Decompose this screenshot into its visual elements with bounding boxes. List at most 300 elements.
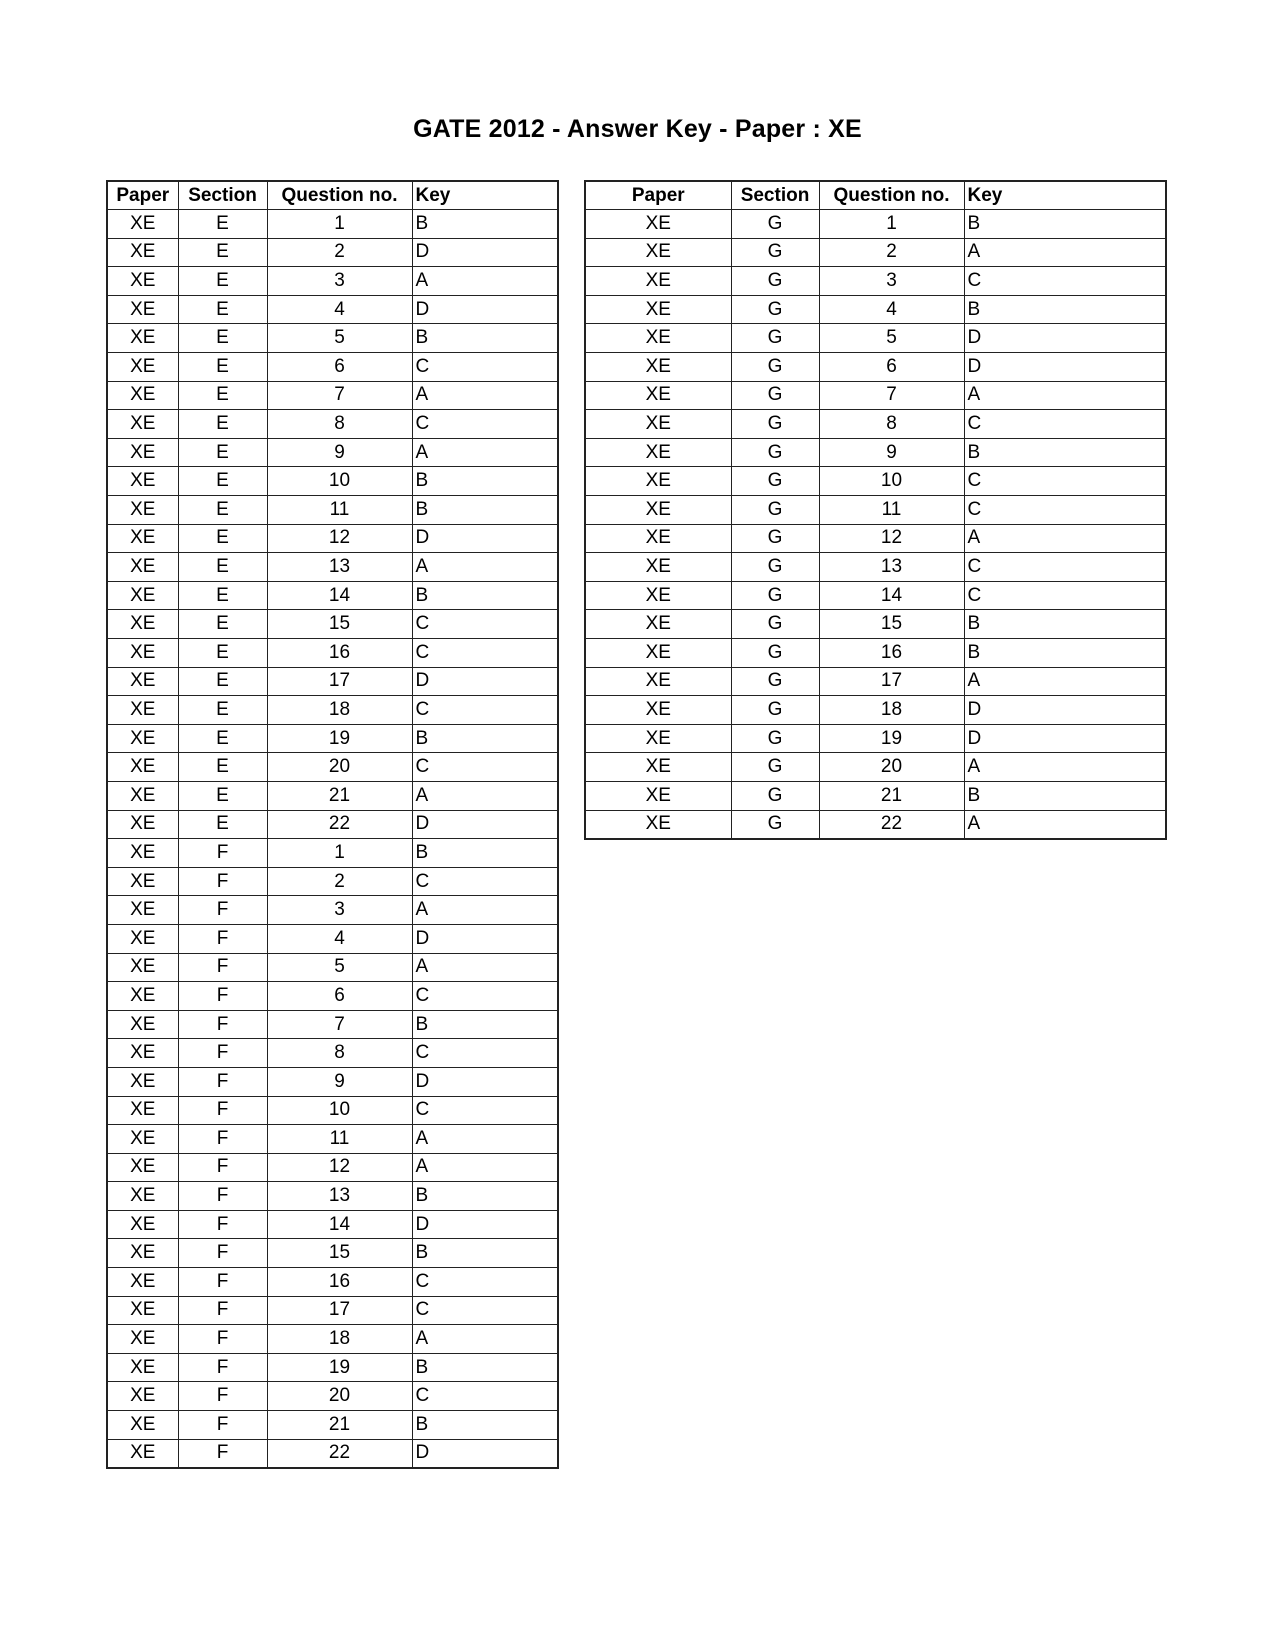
section-cell: F [178, 982, 267, 1011]
table-row [107, 1153, 558, 1182]
paper-cell: XE [107, 982, 178, 1011]
table-row [107, 1382, 558, 1411]
key-cell: A [412, 1125, 558, 1154]
question-no-cell: 13 [267, 553, 412, 582]
question-no-cell: 22 [819, 810, 964, 839]
paper-cell: XE [107, 210, 178, 239]
paper-cell: XE [107, 1067, 178, 1096]
key-cell: B [412, 1239, 558, 1268]
paper-cell: XE [585, 553, 731, 582]
paper-cell: XE [107, 467, 178, 496]
table-row [107, 438, 558, 467]
table-row [107, 1268, 558, 1297]
table-row [585, 810, 1166, 839]
table-row [107, 1210, 558, 1239]
question-no-cell: 8 [267, 1039, 412, 1068]
table-row [107, 639, 558, 668]
key-cell: A [964, 524, 1166, 553]
paper-cell: XE [107, 1182, 178, 1211]
table-row [107, 553, 558, 582]
section-cell: F [178, 1411, 267, 1440]
section-cell: G [731, 553, 819, 582]
section-cell: G [731, 238, 819, 267]
paper-cell: XE [107, 438, 178, 467]
header-question-no: Question no. [267, 181, 412, 210]
question-no-cell: 18 [819, 696, 964, 725]
question-no-cell: 1 [267, 839, 412, 868]
key-cell: C [964, 410, 1166, 439]
section-cell: F [178, 896, 267, 925]
paper-cell: XE [107, 1411, 178, 1440]
section-cell: E [178, 810, 267, 839]
key-cell: B [412, 1411, 558, 1440]
paper-cell: XE [107, 553, 178, 582]
question-no-cell: 15 [819, 610, 964, 639]
key-cell: C [964, 553, 1166, 582]
key-cell: C [412, 610, 558, 639]
key-cell: C [412, 1039, 558, 1068]
section-cell: F [178, 1325, 267, 1354]
paper-cell: XE [107, 1325, 178, 1354]
key-cell: C [412, 639, 558, 668]
question-no-cell: 2 [819, 238, 964, 267]
table-row [107, 896, 558, 925]
paper-cell: XE [107, 810, 178, 839]
paper-cell: XE [107, 867, 178, 896]
question-no-cell: 12 [267, 524, 412, 553]
key-cell: C [412, 982, 558, 1011]
question-no-cell: 14 [267, 1210, 412, 1239]
section-cell: G [731, 467, 819, 496]
table-row [107, 867, 558, 896]
question-no-cell: 21 [267, 1411, 412, 1440]
paper-cell: XE [585, 524, 731, 553]
paper-cell: XE [107, 1125, 178, 1154]
paper-cell: XE [107, 1039, 178, 1068]
key-cell: C [412, 867, 558, 896]
section-cell: F [178, 1439, 267, 1468]
paper-cell: XE [107, 295, 178, 324]
paper-cell: XE [585, 639, 731, 668]
key-cell: D [412, 1439, 558, 1468]
question-no-cell: 13 [267, 1182, 412, 1211]
paper-cell: XE [585, 753, 731, 782]
paper-cell: XE [107, 1153, 178, 1182]
key-cell: D [964, 724, 1166, 753]
header-section: Section [178, 181, 267, 210]
table-row [107, 1439, 558, 1468]
question-no-cell: 3 [267, 267, 412, 296]
key-cell: B [412, 724, 558, 753]
key-cell: B [964, 438, 1166, 467]
section-cell: E [178, 781, 267, 810]
section-cell: E [178, 353, 267, 382]
key-cell: C [964, 467, 1166, 496]
question-no-cell: 19 [819, 724, 964, 753]
paper-cell: XE [107, 781, 178, 810]
section-cell: E [178, 696, 267, 725]
section-cell: E [178, 496, 267, 525]
section-cell: E [178, 295, 267, 324]
table-row [107, 1325, 558, 1354]
question-no-cell: 22 [267, 1439, 412, 1468]
header-paper: Paper [585, 181, 731, 210]
question-no-cell: 2 [267, 238, 412, 267]
section-cell: F [178, 1096, 267, 1125]
section-cell: G [731, 753, 819, 782]
table-row [585, 667, 1166, 696]
paper-cell: XE [107, 667, 178, 696]
question-no-cell: 15 [267, 610, 412, 639]
paper-cell: XE [585, 610, 731, 639]
header-row [585, 181, 1166, 210]
key-cell: C [412, 410, 558, 439]
table-row [107, 696, 558, 725]
table-row [585, 210, 1166, 239]
section-cell: E [178, 324, 267, 353]
section-cell: G [731, 210, 819, 239]
table-row [585, 639, 1166, 668]
paper-cell: XE [585, 410, 731, 439]
section-cell: F [178, 839, 267, 868]
key-cell: C [964, 496, 1166, 525]
section-cell: E [178, 410, 267, 439]
section-cell: F [178, 1125, 267, 1154]
paper-cell: XE [585, 210, 731, 239]
question-no-cell: 8 [267, 410, 412, 439]
question-no-cell: 1 [267, 210, 412, 239]
section-cell: G [731, 324, 819, 353]
paper-cell: XE [585, 267, 731, 296]
key-cell: B [964, 610, 1166, 639]
table-row [585, 496, 1166, 525]
paper-cell: XE [107, 696, 178, 725]
question-no-cell: 16 [267, 1268, 412, 1297]
section-cell: G [731, 267, 819, 296]
section-cell: E [178, 753, 267, 782]
question-no-cell: 21 [819, 781, 964, 810]
section-cell: G [731, 781, 819, 810]
question-no-cell: 20 [819, 753, 964, 782]
table-row [585, 295, 1166, 324]
question-no-cell: 11 [267, 1125, 412, 1154]
question-no-cell: 1 [819, 210, 964, 239]
section-cell: G [731, 667, 819, 696]
paper-cell: XE [107, 496, 178, 525]
question-no-cell: 5 [819, 324, 964, 353]
table-row [107, 781, 558, 810]
section-cell: E [178, 438, 267, 467]
key-cell: A [964, 381, 1166, 410]
section-cell: F [178, 1153, 267, 1182]
paper-cell: XE [107, 381, 178, 410]
question-no-cell: 19 [267, 724, 412, 753]
table-row [107, 610, 558, 639]
table-row [107, 410, 558, 439]
key-cell: B [412, 581, 558, 610]
key-cell: C [412, 1296, 558, 1325]
question-no-cell: 4 [819, 295, 964, 324]
key-cell: C [412, 1268, 558, 1297]
table-row [107, 724, 558, 753]
key-cell: A [964, 667, 1166, 696]
paper-cell: XE [585, 496, 731, 525]
table-row [585, 267, 1166, 296]
table-row [107, 210, 558, 239]
paper-cell: XE [107, 610, 178, 639]
paper-cell: XE [107, 1096, 178, 1125]
table-row [107, 1353, 558, 1382]
question-no-cell: 12 [267, 1153, 412, 1182]
question-no-cell: 18 [267, 1325, 412, 1354]
paper-cell: XE [107, 1382, 178, 1411]
question-no-cell: 2 [267, 867, 412, 896]
table-row [107, 324, 558, 353]
key-cell: D [412, 295, 558, 324]
question-no-cell: 11 [267, 496, 412, 525]
table-row [107, 267, 558, 296]
paper-cell: XE [107, 581, 178, 610]
table-row [585, 467, 1166, 496]
paper-cell: XE [585, 781, 731, 810]
paper-cell: XE [585, 667, 731, 696]
table-row [585, 781, 1166, 810]
key-cell: B [412, 839, 558, 868]
question-no-cell: 19 [267, 1353, 412, 1382]
section-cell: F [178, 1010, 267, 1039]
key-cell: D [412, 667, 558, 696]
table-row [107, 839, 558, 868]
paper-cell: XE [107, 1210, 178, 1239]
key-cell: D [964, 353, 1166, 382]
section-cell: F [178, 1067, 267, 1096]
section-cell: F [178, 867, 267, 896]
paper-cell: XE [107, 524, 178, 553]
key-cell: A [964, 238, 1166, 267]
key-cell: A [412, 381, 558, 410]
question-no-cell: 11 [819, 496, 964, 525]
key-cell: A [412, 553, 558, 582]
paper-cell: XE [107, 839, 178, 868]
question-no-cell: 13 [819, 553, 964, 582]
key-cell: C [412, 353, 558, 382]
header-question-no: Question no. [819, 181, 964, 210]
question-no-cell: 3 [267, 896, 412, 925]
question-no-cell: 4 [267, 924, 412, 953]
paper-cell: XE [585, 438, 731, 467]
key-cell: B [964, 639, 1166, 668]
table-row [107, 1096, 558, 1125]
table-row [585, 524, 1166, 553]
section-cell: E [178, 581, 267, 610]
question-no-cell: 17 [267, 1296, 412, 1325]
key-cell: B [412, 324, 558, 353]
question-no-cell: 14 [819, 581, 964, 610]
section-cell: F [178, 1353, 267, 1382]
table-row [585, 238, 1166, 267]
key-cell: A [412, 1153, 558, 1182]
section-cell: F [178, 924, 267, 953]
key-cell: B [412, 467, 558, 496]
section-cell: G [731, 696, 819, 725]
table-row [107, 1182, 558, 1211]
paper-cell: XE [107, 953, 178, 982]
paper-cell: XE [585, 324, 731, 353]
question-no-cell: 5 [267, 324, 412, 353]
table-row [107, 1010, 558, 1039]
table-row [585, 553, 1166, 582]
question-no-cell: 5 [267, 953, 412, 982]
header-row [107, 181, 558, 210]
header-paper: Paper [107, 181, 178, 210]
section-cell: F [178, 1210, 267, 1239]
question-no-cell: 7 [267, 1010, 412, 1039]
question-no-cell: 7 [819, 381, 964, 410]
question-no-cell: 6 [267, 353, 412, 382]
question-no-cell: 18 [267, 696, 412, 725]
paper-cell: XE [107, 267, 178, 296]
section-cell: G [731, 724, 819, 753]
question-no-cell: 17 [819, 667, 964, 696]
section-cell: G [731, 581, 819, 610]
paper-cell: XE [585, 581, 731, 610]
paper-cell: XE [585, 467, 731, 496]
table-row [107, 953, 558, 982]
section-cell: G [731, 610, 819, 639]
section-cell: E [178, 553, 267, 582]
section-cell: E [178, 267, 267, 296]
section-cell: E [178, 610, 267, 639]
paper-cell: XE [107, 753, 178, 782]
table-row [107, 810, 558, 839]
table-row [107, 924, 558, 953]
key-cell: D [964, 324, 1166, 353]
table-row [585, 610, 1166, 639]
key-cell: D [964, 696, 1166, 725]
question-no-cell: 12 [819, 524, 964, 553]
question-no-cell: 16 [819, 639, 964, 668]
table-row [585, 381, 1166, 410]
section-cell: F [178, 1182, 267, 1211]
paper-cell: XE [107, 924, 178, 953]
question-no-cell: 6 [267, 982, 412, 1011]
table-row [107, 353, 558, 382]
answer-key-table-left [106, 180, 559, 1469]
section-cell: F [178, 1039, 267, 1068]
table-row [107, 667, 558, 696]
paper-cell: XE [585, 295, 731, 324]
paper-cell: XE [107, 1296, 178, 1325]
paper-cell: XE [107, 1353, 178, 1382]
question-no-cell: 10 [267, 467, 412, 496]
section-cell: E [178, 639, 267, 668]
key-cell: A [412, 953, 558, 982]
section-cell: E [178, 667, 267, 696]
section-cell: G [731, 295, 819, 324]
key-cell: B [964, 210, 1166, 239]
table-row [107, 753, 558, 782]
question-no-cell: 8 [819, 410, 964, 439]
section-cell: F [178, 1296, 267, 1325]
key-cell: C [412, 1096, 558, 1125]
paper-cell: XE [107, 639, 178, 668]
table-row [585, 753, 1166, 782]
paper-cell: XE [585, 353, 731, 382]
table-row [107, 238, 558, 267]
key-cell: D [412, 1210, 558, 1239]
paper-cell: XE [107, 1268, 178, 1297]
section-cell: G [731, 353, 819, 382]
paper-cell: XE [585, 238, 731, 267]
header-key: Key [412, 181, 558, 210]
table-row [585, 581, 1166, 610]
table-row [585, 353, 1166, 382]
question-no-cell: 10 [267, 1096, 412, 1125]
header-key: Key [964, 181, 1166, 210]
paper-cell: XE [585, 810, 731, 839]
question-no-cell: 15 [267, 1239, 412, 1268]
table-row [585, 696, 1166, 725]
section-cell: E [178, 724, 267, 753]
table-row [107, 1039, 558, 1068]
paper-cell: XE [107, 724, 178, 753]
paper-cell: XE [107, 896, 178, 925]
key-cell: A [412, 438, 558, 467]
question-no-cell: 6 [819, 353, 964, 382]
paper-cell: XE [585, 696, 731, 725]
key-cell: B [964, 781, 1166, 810]
key-cell: D [412, 1067, 558, 1096]
table-row [585, 438, 1166, 467]
key-cell: D [412, 924, 558, 953]
table-row [107, 496, 558, 525]
question-no-cell: 7 [267, 381, 412, 410]
table-row [585, 324, 1166, 353]
key-cell: B [412, 1010, 558, 1039]
question-no-cell: 22 [267, 810, 412, 839]
key-cell: D [412, 810, 558, 839]
key-cell: D [412, 238, 558, 267]
question-no-cell: 9 [267, 1067, 412, 1096]
table-row [107, 381, 558, 410]
key-cell: C [412, 753, 558, 782]
table-row [585, 410, 1166, 439]
paper-cell: XE [107, 353, 178, 382]
key-cell: B [412, 1353, 558, 1382]
section-cell: E [178, 210, 267, 239]
question-no-cell: 16 [267, 639, 412, 668]
key-cell: A [964, 810, 1166, 839]
question-no-cell: 9 [819, 438, 964, 467]
table-row [107, 1067, 558, 1096]
section-cell: E [178, 524, 267, 553]
table-row [107, 467, 558, 496]
section-cell: F [178, 953, 267, 982]
table-row [107, 1125, 558, 1154]
section-cell: G [731, 410, 819, 439]
answer-key-table-right [584, 180, 1167, 840]
section-cell: E [178, 238, 267, 267]
question-no-cell: 21 [267, 781, 412, 810]
paper-cell: XE [107, 324, 178, 353]
key-cell: A [964, 753, 1166, 782]
paper-cell: XE [107, 1439, 178, 1468]
section-cell: G [731, 438, 819, 467]
key-cell: C [412, 1382, 558, 1411]
paper-cell: XE [107, 410, 178, 439]
key-cell: C [964, 581, 1166, 610]
question-no-cell: 10 [819, 467, 964, 496]
